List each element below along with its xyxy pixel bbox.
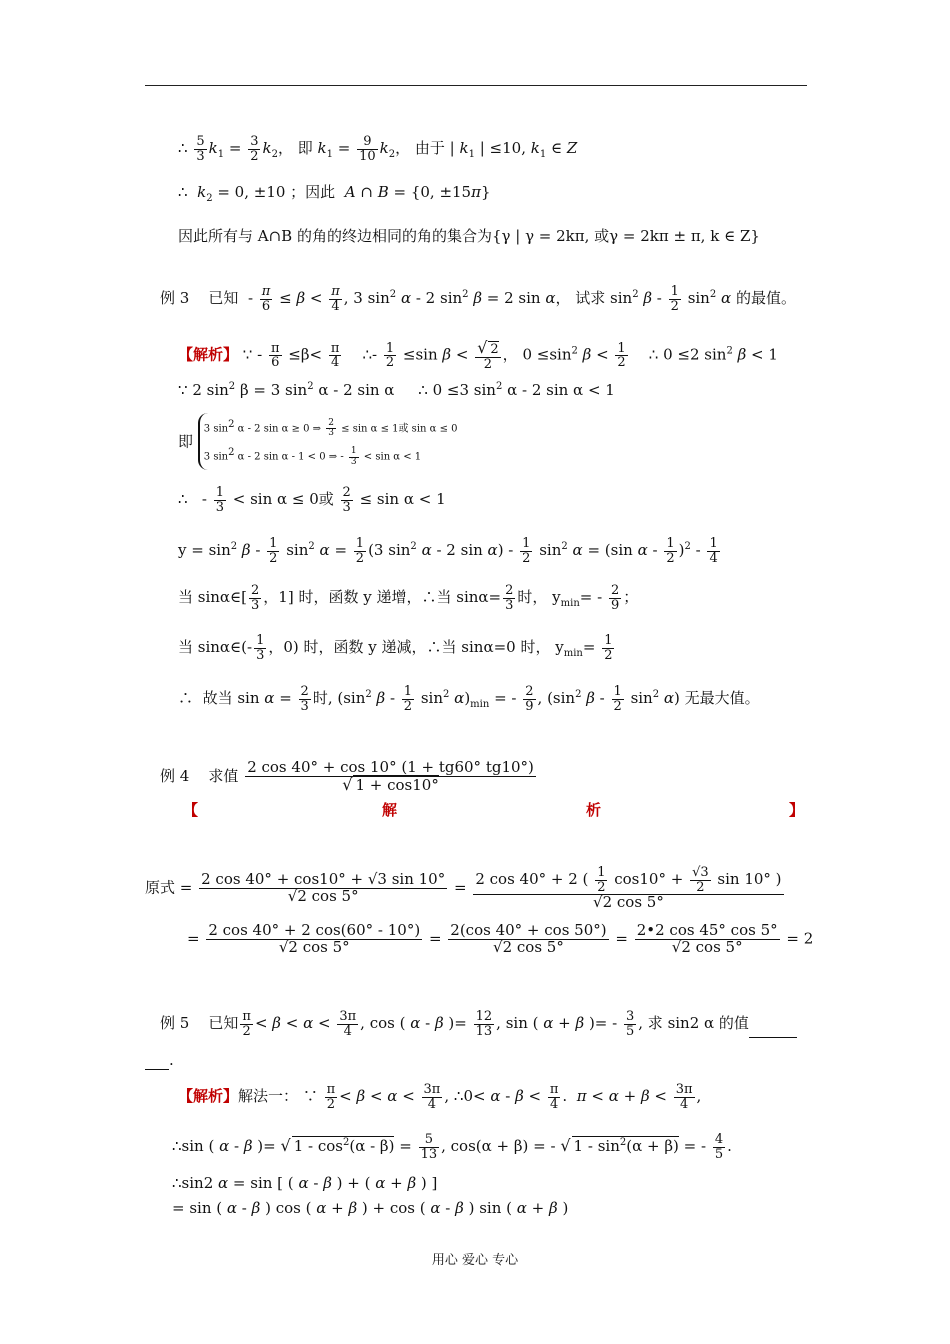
example-5-blank-cont: .	[145, 1050, 174, 1070]
example-5-analysis-1: 【解析】解法一： ∵ $\frac{\pi}{2}$ < β < α < $\frac{3\pi}{4}$ , ∴0< α - β < $\frac{\pi}{4}$ . π < α + β < $\frac{3\pi}{4}$ ,	[178, 1082, 702, 1112]
example-4-jie-r: 】	[789, 801, 805, 819]
example-4-jie-1: 解	[382, 801, 398, 819]
example-4-jie-2: 析	[586, 801, 602, 819]
example-5-analysis-4: = sin ( α - β ) cos ( α + β ) + cos ( α - β ) sin ( α + β )	[172, 1199, 569, 1217]
line-k2-values: ∴ $k_2 = 0$, ±10 ；因此 A ∩ B = {0, ±15π}	[178, 183, 491, 204]
example-3-title: 例 3 已知 - $\frac{\pi}{6}$ ≤ β < $\frac{\pi}{4}$ , 3 $\sin^2 \alpha - 2$ $\sin^2 \beta = 2$ sin α， 试求 $\sin^2 \beta$ - $\frac{1}{2}$ $\sin^2 \alpha$ 的最值。	[160, 284, 796, 314]
example-5-analysis-3: ∴sin2 α = sin [ ( α - β ) + ( α + β ) ]	[172, 1174, 438, 1192]
example-3-range: ∴ - $\frac{1}{3}$ < sin α ≤ 0或 $\frac{2}{3}$ ≤ sin α < 1	[178, 485, 446, 515]
line-set-result: 因此所有与 A∩B 的角的终边相同的角的集合为{γ | γ = 2kπ, 或γ = 2kπ ± π, k ∈ Z}	[178, 227, 760, 245]
example-4-step-2: = $\frac{2 \cos 40^\circ + 2 \cos(60^\circ - 10^\circ)}{√2 \cos 5^\circ}$ = $\frac{2(\cos 40^\circ + \cos 50^\circ)}{√2 \cos 5^\circ}$ = $\frac{2•2 \cos 45^\circ \cos 5^\circ}{√2 \cos 5^\circ}$ = 2	[187, 921, 814, 956]
example-3-conclusion: ∴ 故当 sin α = $\frac{2}{3}$ 时, ($\sin^2$ β - $\frac{1}{2}$ $\sin^2 \alpha)_{min}$ = - $\frac{2}{9}$ , ($\sin^2$ β - $\frac{1}{2}$ $\sin^2 \alpha$) 无最大值。	[178, 684, 760, 714]
example-5-analysis-2: ∴sin ( α - β )= √ $1 - \cos^2(\alpha - \beta)$ = $\frac{5}{13}$ , cos(α + β) = - √ $1 - \sin^2(\alpha + \beta)$ = - $\frac{4}{5}$ .	[172, 1132, 732, 1162]
example-3-y-expression: $y = \sin^2 \beta$ - $\frac{1}{2}$ $\sin^2 \alpha$ = $\frac{1}{2}$ (3 $\sin^2 \alpha - 2$ sin α) - $\frac{1}{2}$ $\sin^2 \alpha = (\sin$ α - $\frac{1}{2}$ )$^2$ - $\frac{1}{4}$	[178, 536, 718, 566]
example-3-case-2: 当 sinα∈(- $\frac{1}{3}$ ，0) 时，函数 y 递减，∴当 sinα=0 时， $y_{min}=$ $\frac{1}{2}$	[178, 633, 613, 663]
page-footer: 用心 爱心 专心	[431, 1253, 519, 1268]
example-4-title: 例 4 求值 $\frac{2 \cos 40^\circ + \cos 10^\circ (1 + tg60^\circ tg10^\circ)}{√ 1 + \cos 10^\circ}$	[160, 758, 534, 794]
example-4-step-1: 原式 = $\frac{2 \cos 40^\circ + \cos 10^\circ + √3 \sin 10^\circ}{√2 \cos 5^\circ}$ = 2 cos 40° + 2 ( $\frac{1}{2}$ cos10° + $\frac{√3}{2}$ sin 10° ) √2 cos 5°	[145, 865, 782, 912]
example-3-analysis-1: 【解析】 ∵ - $\frac{\pi}{6}$ ≤β< $\frac{\pi}{4}$ ∴- $\frac{1}{2}$ ≤sin β < $\frac{√ 2}{2}$ ， $0 \le\sin^2$ β < $\frac{1}{2}$ ∴ 0 ≤2 $\sin^2 \beta < 1$	[178, 338, 778, 372]
example-3-analysis-2: ∵ 2 $\sin^2 \beta = 3$ $\sin^2 \alpha - 2$ sin α ∴ 0 ≤3 $\sin^2 \alpha - 2$ sin α < 1	[178, 381, 615, 399]
example-3-system: 即 3 $\sin^2 \alpha - 2$ sin α ≥ 0 ⇒ $\frac{2}{3}$ ≤ sin α ≤ 1或 sin α ≤ 0 3 $\sin^2 \alpha - 2$ sin α - 1 < 0 ⇒ - $\frac{1}{3}$ < sin α < 1	[178, 413, 458, 470]
header-rule	[145, 85, 807, 86]
line-k1-k2: ∴ $\frac{5}{3}$ $k_1$ = $\frac{3}{2}$ $k_2$， 即 $k_1$ = $\frac{9}{10}$ $k_2$， 由于 | $k_1$ | ≤10, $k_1$ ∈ Z	[178, 134, 578, 164]
example-5-title: 例 5 已知 $\frac{\pi}{2}$ < β < α < $\frac{3\pi}{4}$ , cos ( α - β )= $\frac{12}{13}$ , sin ( α + β )= - $\frac{3}{5}$ , 求 sin2 α 的值	[160, 1010, 797, 1038]
example-3-case-1: 当 sinα∈[ $\frac{2}{3}$ ，1] 时，函数 y 递增，∴当 sinα= $\frac{2}{3}$ 时， $y_{min}=$ - $\frac{2}{9}$ ；	[178, 583, 639, 613]
example-4-jie-l: 【	[183, 801, 199, 819]
